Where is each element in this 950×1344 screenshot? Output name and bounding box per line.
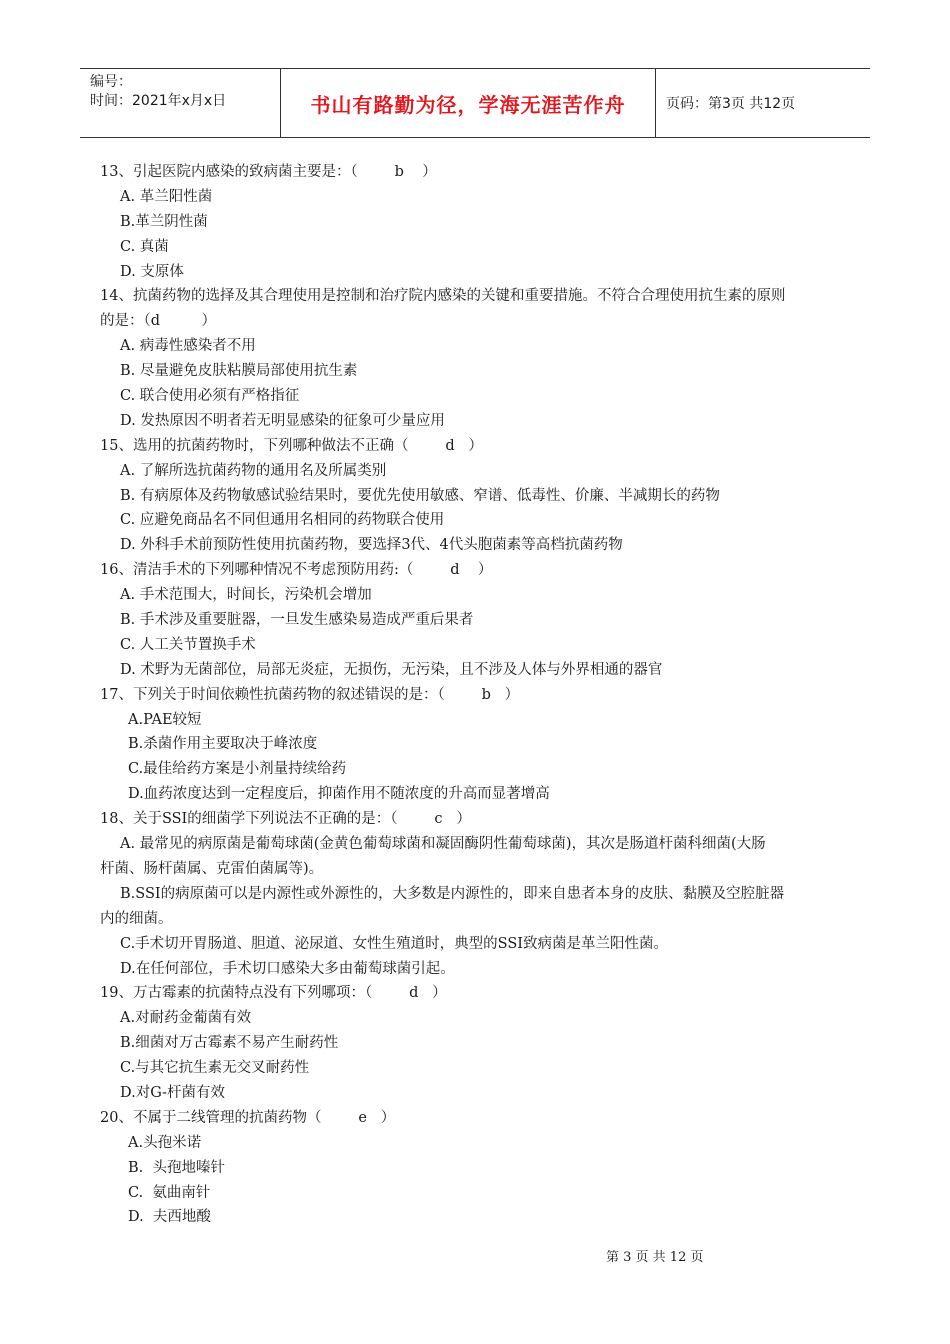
answer-option: B. 手术涉及重要脏器，一旦发生感染易造成严重后果者 [120, 612, 474, 629]
question-line: 20、不属于二线管理的抗菌药物（ e ） [100, 1109, 396, 1126]
answer-option: B. 尽量避免皮肤粘膜局部使用抗生素 [120, 363, 358, 380]
question-line: 18、关于SSI的细菌学下列说法不正确的是：（ c ） [100, 811, 471, 828]
document-date: 时间：2021年x月x日 [90, 93, 227, 109]
question-line: 17、下列关于时间依赖性抗菌药物的叙述错误的是：（ b ） [100, 686, 520, 703]
answer-option: D. 外科手术前预防性使用抗菌药物，要选择3代、4代头胞菌素等高档抗菌药物 [120, 537, 623, 554]
answer-option: C. 真菌 [120, 238, 169, 255]
answer-option: D. 发热原因不明者若无明显感染的征象可少量应用 [120, 412, 445, 429]
answer-option: B.SSI的病原菌可以是内源性或外源性的，大多数是内源性的，即来自患者本身的皮肤、黏膜及空腔脏器 [120, 885, 785, 902]
answer-option: C.手术切开胃肠道、胆道、泌尿道、女性生殖道时，典型的SSI致病菌是革兰阳性菌。 [120, 935, 669, 952]
question-line: 内的细菌。 [100, 910, 173, 927]
answer-option: B. 头孢地嗪针 [128, 1159, 225, 1176]
answer-option: C. 应避免商品名不同但通用名相同的药物联合使用 [120, 512, 445, 529]
page-footer: 第 3 页 共 12 页 [606, 1250, 704, 1265]
answer-option: A.PAE较短 [128, 711, 202, 728]
header-meta [80, 69, 280, 137]
question-line: 杆菌、肠杆菌属、克雷伯菌属等)。 [100, 860, 324, 877]
question-list [100, 160, 860, 1230]
answer-option: C. 氨曲南针 [128, 1184, 211, 1201]
answer-option: A. 最常见的病原菌是葡萄球菌(金黄色葡萄球菌和凝固酶阴性葡萄球菌)，其次是肠道杆菌科细菌(大肠 [120, 836, 766, 853]
question-line: 19、万古霉素的抗菌特点没有下列哪项：（ d ） [100, 985, 447, 1002]
question-line: 15、选用的抗菌药物时，下列哪种做法不正确（ d ） [100, 437, 483, 454]
answer-option: D.血药浓度达到一定程度后，抑菌作用不随浓度的升高而显著增高 [128, 786, 550, 803]
answer-option: C.最佳给药方案是小剂量持续给药 [128, 761, 347, 778]
question-line: 16、清洁手术的下列哪种情况不考虑预防用药:（ d ） [100, 562, 493, 579]
answer-option: A. 革兰阳性菌 [120, 188, 213, 205]
answer-option: C. 联合使用必须有严格指征 [120, 388, 300, 405]
answer-option: D.对G-杆菌有效 [120, 1084, 225, 1101]
answer-option: A. 病毒性感染者不用 [120, 338, 256, 355]
answer-option: C.与其它抗生素无交叉耐药性 [120, 1060, 310, 1077]
header-page-number: 页码：第3页 共12页 [666, 96, 796, 112]
answer-option: B.革兰阴性菌 [120, 213, 208, 230]
question-line: 13、引起医院内感染的致病菌主要是：（ b ） [100, 164, 437, 180]
question-line: 14、抗菌药物的选择及其合理使用是控制和治疗院内感染的关键和重要措施。不符合合理使用抗生素的原则 [100, 288, 786, 305]
answer-option: B.细菌对万古霉素不易产生耐药性 [120, 1035, 339, 1052]
page-header [80, 68, 870, 138]
answer-option: A. 手术范围大，时间长，污染机会增加 [120, 587, 372, 604]
answer-option: D. 支原体 [120, 263, 184, 280]
document-number: 编号： [90, 74, 132, 90]
answer-option: B. 有病原体及药物敏感试验结果时，要优先使用敏感、窄谱、低毒性、价廉、半减期长的药物 [120, 487, 720, 504]
answer-option: D. 夫西地酸 [128, 1209, 211, 1226]
question-line: 的是：（d ） [100, 313, 217, 330]
header-motto: 书山有路勤为径，学海无涯苦作舟 [280, 69, 656, 137]
answer-option: A.头孢米诺 [128, 1134, 202, 1151]
answer-option: D.在任何部位，手术切口感染大多由葡萄球菌引起。 [120, 960, 455, 977]
answer-option: A. 了解所选抗菌药物的通用名及所属类别 [120, 462, 387, 479]
answer-option: B.杀菌作用主要取决于峰浓度 [128, 736, 318, 753]
answer-option: A.对耐药金葡菌有效 [120, 1010, 252, 1027]
answer-option: D. 术野为无菌部位，局部无炎症，无损伤，无污染，且不涉及人体与外界相通的器官 [120, 661, 663, 678]
answer-option: C. 人工关节置换手术 [120, 636, 256, 653]
